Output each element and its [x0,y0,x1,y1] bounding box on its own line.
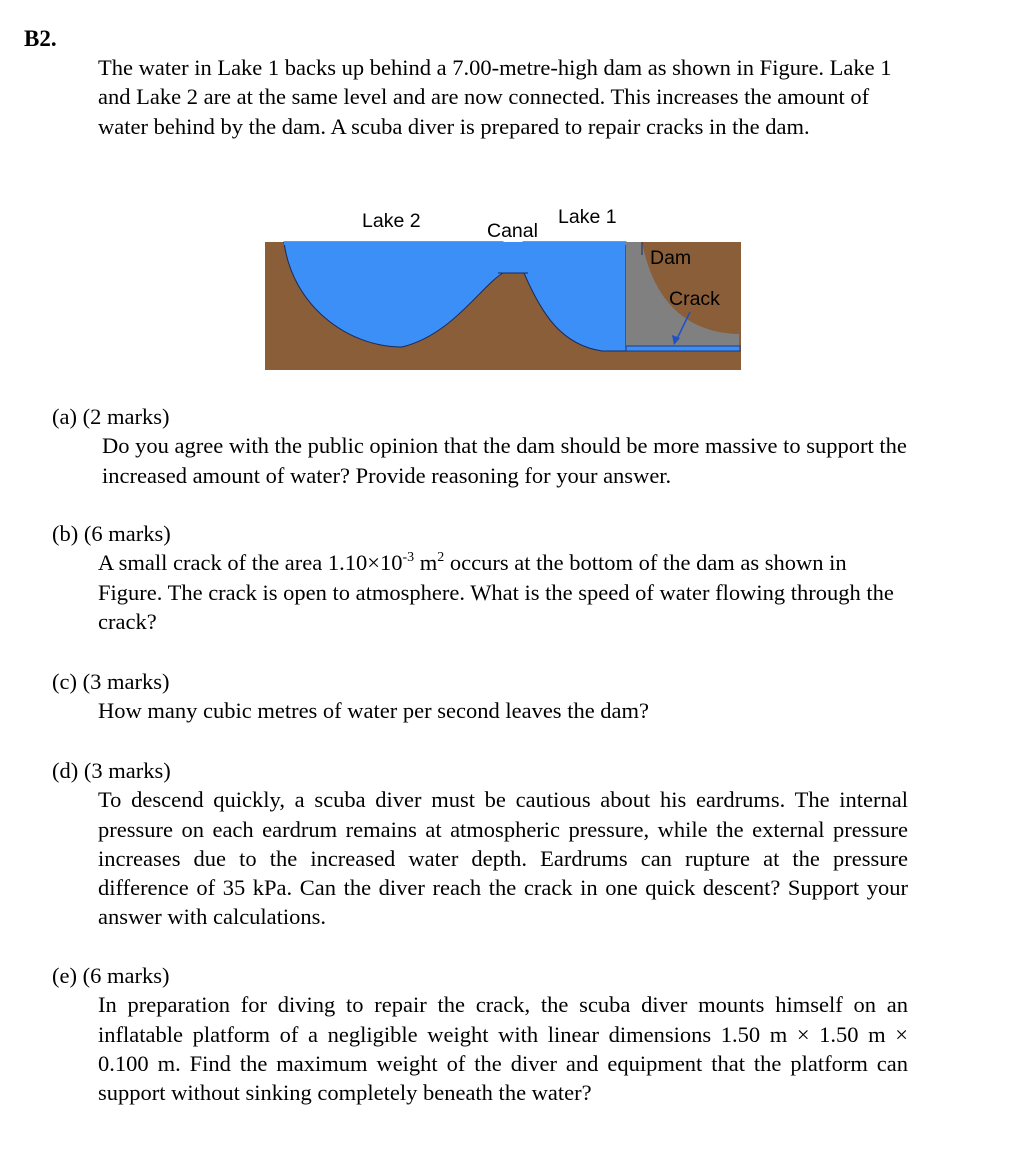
part-d-label: (d) (3 marks) [52,758,171,783]
part-e-text: In preparation for diving to repair the crack, the scuba diver mounts himself on an inflatable platform of a negligible weight with linear dimensions 1.50 m × 1.50 m × 0.100 m. Find the maximum weight of the diver and equipment that the platform can support without sinking completely beneath the water? [98,992,908,1106]
part-b-text: A small crack of the area $1.10\times 10^{-3}$ $m^2$ occurs at the bottom of the dam as shown in Figure. The crack is open to atmosphere. What is the speed of water flowing through the crack? [98,549,894,634]
part-a-label: (a) (2 marks) [52,404,170,429]
part-d-text: To descend quickly, a scuba diver must be cautious about his eardrums. The internal pressure on each eardrum remains at atmospheric pressure, while the external pressure increases due to the increased water depth. Eardrums can rupture at the pressure difference of 35 kPa. Can the diver reach the crack in one quick descent? Support your answer with calculations. [98,787,908,930]
label-crack: Crack [669,288,720,310]
label-lake1: Lake 1 [558,206,617,228]
dam-figure [262,195,744,375]
part-b-label: (b) (6 marks) [52,521,171,546]
crack-channel [626,346,740,351]
part-e-label: (e) (6 marks) [52,963,170,988]
part-c-text: How many cubic metres of water per second leaves the dam? [98,698,650,724]
label-lake2: Lake 2 [362,210,421,232]
part-c-label: (c) (3 marks) [52,669,170,694]
label-dam: Dam [650,247,692,269]
canal-water [498,242,528,273]
label-canal: Canal [487,220,538,242]
part-a-text: Do you agree with the public opinion that the dam should be more massive to support the increased amount of water? Provide reasoning for your answer. [102,433,907,488]
question-intro: The water in Lake 1 backs up behind a 7.00-metre-high dam as shown in Figure. Lake 1 and Lake 2 are at the same level and are now connected. This increases the amount of water behind by the dam. A scuba diver is prepared to repair cracks in the dam. [98,55,892,139]
question-number: B2. [24,26,57,51]
